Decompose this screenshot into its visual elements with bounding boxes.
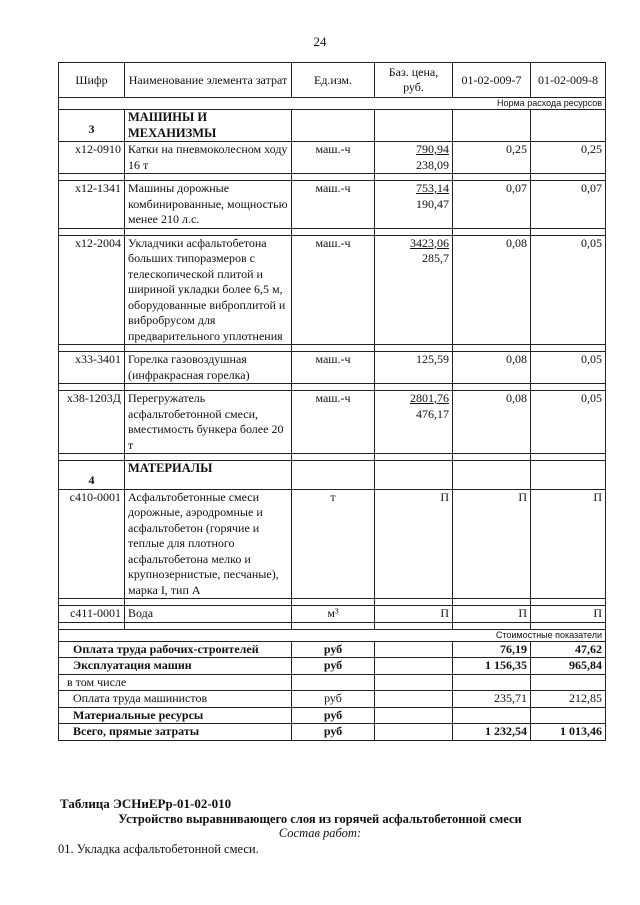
resource-table [58,62,606,741]
summary-value-1 [453,707,531,724]
gap-cell [453,599,531,606]
resource-unit: маш.-ч [292,142,375,174]
band-cost-label: Стоимостные показатели [59,629,606,641]
resource-unit: маш.-ч [292,235,375,345]
gap-cell [125,599,292,606]
gap-cell [375,622,453,629]
gap-cell [125,174,292,181]
summary-value-1: 1 156,35 [453,658,531,675]
gap-cell [59,622,125,629]
gap-cell [125,345,292,352]
resource-name: Машины дорожные комбинированные, мощностью менее 210 л.с. [125,181,292,229]
composition-title: Состав работ: [278,826,362,840]
resource-name: Перегружатель асфальтобетонной смеси, вместимость бункера более 20 т [125,391,292,454]
price-wage: 476,17 [416,406,449,421]
gap-cell [59,384,125,391]
resource-name: Катки на пневмоколесном ходу 16 т [125,142,292,174]
gap-cell [59,228,125,235]
summary-unit: руб [292,707,375,724]
summary-value-1 [453,674,531,691]
section-title: МАТЕРИАЛЫ [125,461,292,490]
summary-label: Всего, прямые затраты [59,724,292,741]
row-gap [59,174,606,181]
resource-unit: т [292,489,375,599]
empty-cell [453,110,531,142]
summary-value-2: 47,62 [531,641,606,658]
summary-row [59,658,606,675]
header-name: Наименование элемента затрат [125,63,292,98]
empty-cell [531,110,606,142]
table-subtitle: Устройство выравнивающего слоя из горячей асфальтобетонной смеси [118,812,522,826]
summary-row [59,674,606,691]
summary-row [59,691,606,708]
page-number: 24 [313,34,327,49]
price-total: 753,14 [416,181,449,195]
table-row [59,391,606,454]
norm-value-2: 0,07 [531,181,606,229]
summary-label: Материальные ресурсы [59,707,292,724]
norm-value-1: 0,08 [453,352,531,384]
resource-price [375,606,453,623]
gap-cell [292,345,375,352]
summary-row [59,724,606,741]
resource-unit: маш.-ч [292,391,375,454]
gap-cell [375,454,453,461]
summary-label: в том числе [59,674,292,691]
resource-price [375,142,453,174]
resource-code: х33-3401 [59,352,125,384]
summary-row [59,641,606,658]
row-gap [59,622,606,629]
table-row [59,235,606,345]
summary-value-1: 76,19 [453,641,531,658]
gap-cell [59,174,125,181]
gap-cell [531,454,606,461]
gap-cell [375,384,453,391]
gap-cell [59,599,125,606]
table-row [59,352,606,384]
resource-code: х38-1203Д [59,391,125,454]
resource-price [375,235,453,345]
gap-cell [292,174,375,181]
section-code: 3 [59,110,125,142]
row-gap [59,345,606,352]
gap-cell [531,622,606,629]
row-gap [59,454,606,461]
table-row [59,181,606,229]
gap-cell [453,454,531,461]
header-col2: 01-02-009-8 [531,63,606,98]
resource-price [375,391,453,454]
gap-cell [453,228,531,235]
summary-value-2: 212,85 [531,691,606,708]
empty-cell [375,707,453,724]
norm-value-2: 0,05 [531,391,606,454]
band-norm [59,98,606,110]
norm-value-1: 0,08 [453,235,531,345]
empty-cell [375,110,453,142]
resource-price [375,489,453,599]
resource-price [375,352,453,384]
resource-code: х12-2004 [59,235,125,345]
section-title: МАШИНЫ И МЕХАНИЗМЫ [125,110,292,142]
resource-code: х12-1341 [59,181,125,229]
summary-unit: руб [292,641,375,658]
gap-cell [125,228,292,235]
resource-name: Асфальтобетонные смеси дорожные, аэродромные и асфальтобетон (горячие и теплые для плотного асфальтобетона мелко и крупнозернистые, песчаные), марка I, тип А [125,489,292,599]
resource-price [375,181,453,229]
row-gap [59,384,606,391]
empty-cell [453,461,531,490]
table-header-row [59,63,606,98]
resource-name: Вода [125,606,292,623]
price-wage: 238,09 [416,157,449,172]
gap-cell [453,174,531,181]
empty-cell [375,724,453,741]
resource-code: х12-0910 [59,142,125,174]
norm-value-2: П [531,606,606,623]
norm-value-1: П [453,489,531,599]
empty-cell [375,691,453,708]
resource-code: с411-0001 [59,606,125,623]
empty-cell [292,110,375,142]
summary-row [59,707,606,724]
norm-value-1: 0,25 [453,142,531,174]
summary-value-2 [531,674,606,691]
price-total: 125,59 [416,352,449,366]
header-unit: Ед.изм. [292,63,375,98]
gap-cell [453,384,531,391]
summary-label: Эксплуатация машин [59,658,292,675]
table-row [59,142,606,174]
resource-unit: маш.-ч [292,352,375,384]
section-code: 4 [59,461,125,490]
table-row [59,606,606,623]
price-total: 3423,06 [410,235,449,250]
gap-cell [59,345,125,352]
price-total: 790,94 [416,142,449,156]
summary-unit: руб [292,658,375,675]
gap-cell [59,454,125,461]
summary-value-1: 235,71 [453,691,531,708]
summary-value-1: 1 232,54 [453,724,531,741]
gap-cell [292,622,375,629]
empty-cell [375,641,453,658]
gap-cell [292,599,375,606]
price-total: П [440,606,449,620]
summary-unit [292,674,375,691]
price-total: П [440,489,449,504]
summary-label: Оплата труда рабочих-строителей [59,641,292,658]
price-wage: 190,47 [416,196,449,211]
header-code: Шифр [59,63,125,98]
norm-value-1: П [453,606,531,623]
table-caption: Таблица ЭСНиЕРр-01-02-010 [60,796,232,811]
band-cost [59,629,606,641]
summary-label: Оплата труда машинистов [59,691,292,708]
band-norm-label: Норма расхода ресурсов [59,98,606,110]
row-gap [59,599,606,606]
work-item: 01. Укладка асфальтобетонной смеси. [58,842,259,856]
gap-cell [531,174,606,181]
price-wage: 285,7 [422,251,449,265]
gap-cell [531,384,606,391]
gap-cell [375,599,453,606]
gap-cell [125,454,292,461]
gap-cell [531,228,606,235]
gap-cell [125,622,292,629]
gap-cell [125,384,292,391]
price-total: 2801,76 [410,391,449,405]
gap-cell [531,599,606,606]
norm-value-1: 0,07 [453,181,531,229]
gap-cell [375,228,453,235]
summary-unit: руб [292,691,375,708]
gap-cell [453,345,531,352]
summary-value-2 [531,707,606,724]
gap-cell [292,384,375,391]
norm-value-2: 0,05 [531,235,606,345]
norm-value-2: 0,25 [531,142,606,174]
summary-unit: руб [292,724,375,741]
empty-cell [375,461,453,490]
gap-cell [292,454,375,461]
gap-cell [453,622,531,629]
header-price: Баз. цена, руб. [375,63,453,98]
norm-value-2: П [531,489,606,599]
norm-value-1: 0,08 [453,391,531,454]
empty-cell [375,658,453,675]
resource-unit: м³ [292,606,375,623]
resource-code: с410-0001 [59,489,125,599]
section-row [59,461,606,490]
summary-value-2: 1 013,46 [531,724,606,741]
resource-name: Горелка газовоздушная (инфракрасная горелка) [125,352,292,384]
resource-name: Укладчики асфальтобетона больших типоразмеров с телескопической плитой и шириной укладки более 6,5 м, оборудованные виброплитой и вибробрусом для предварительного уплотнения [125,235,292,345]
gap-cell [292,228,375,235]
empty-cell [292,461,375,490]
row-gap [59,228,606,235]
empty-cell [375,674,453,691]
header-col1: 01-02-009-7 [453,63,531,98]
gap-cell [531,345,606,352]
empty-cell [531,461,606,490]
norm-value-2: 0,05 [531,352,606,384]
resource-unit: маш.-ч [292,181,375,229]
gap-cell [375,174,453,181]
table-row [59,489,606,599]
summary-value-2: 965,84 [531,658,606,675]
section-row [59,110,606,142]
gap-cell [375,345,453,352]
